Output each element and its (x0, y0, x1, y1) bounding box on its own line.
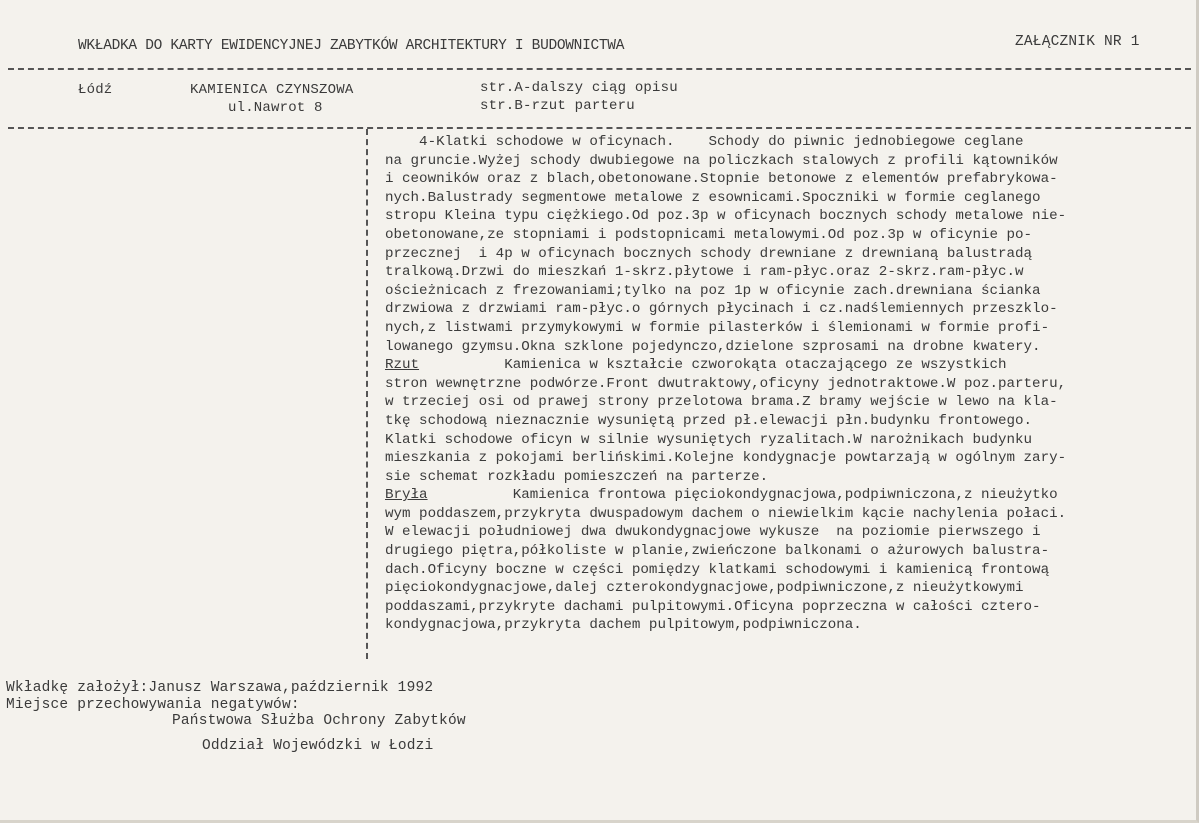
rzut-line: mieszkania z pokojami berlińskimi.Kolejne kondygnacje powtarzają w ogólnym zary- (385, 450, 1067, 467)
body-line: przecznej i 4p w oficynach bocznych schody drewniane z drewnianą balustradą (385, 245, 1033, 262)
author-line: Wkładkę założył:Janusz Warszawa,październik 1992 (6, 680, 434, 696)
page-a-note: str.A-dalszy ciąg opisu (480, 80, 678, 96)
address: ul.Nawrot 8 (228, 100, 323, 116)
rzut-line: stron wewnętrzne podwórze.Front dwutraktowy,oficyny jednotraktowe.W poz.parteru, (385, 375, 1067, 392)
attachment-label: ZAŁĄCZNIK NR 1 (1015, 34, 1140, 50)
city: Łódź (78, 82, 113, 98)
bryla-line: wym poddaszem,przykryta dwuspadowym dachem o niewielkim kącie nachylenia połaci. (385, 505, 1067, 522)
bryla-first-line (385, 486, 1190, 505)
storage-label: Miejsce przechowywania negatywów: (6, 697, 300, 713)
branch: Oddział Wojewódzki w Łodzi (202, 738, 434, 754)
bryla-line: pięciokondygnacjowe,dalej czterokondygnacjowe,podpiwniczone,z nieużytkowymi (385, 580, 1024, 597)
rzut-heading: Rzut (385, 357, 420, 374)
body-line: nych.Balustrady segmentowe metalowe z esownicami.Spoczniki w formie ceglanego (385, 189, 1041, 206)
bryla-line: W elewacji południowej dwa dwukondygnacjowe wykusze na poziomie pierwszego i (385, 524, 1041, 541)
rzut-line: Klatki schodowe oficyn w silnie wysuniętych ryzalitach.W narożnikach budynku (385, 431, 1033, 448)
body-line: lowanego gzymsu.Okna szklone pojedynczo,dzielone szprosami na drobne kwatery. (385, 338, 1041, 355)
body-line: na gruncie.Wyżej schody dwubiegowe na policzkach stalowych z profili kątowników (385, 152, 1058, 169)
bryla-line: kondygnacjowa,przykryta dachem pulpitowym,podpiwniczona. (385, 617, 862, 634)
page-b-note: str.B-rzut parteru (480, 98, 635, 114)
rzut-line: w trzeciej osi od prawej strony przelotowa brama.Z bramy wejście w lewo na kla- (385, 394, 1058, 411)
top-divider (8, 68, 1191, 70)
body-line: drzwiowa z drzwiami ram-płyc.o górnych płycinach i cz.nadślemiennych przeszklo- (385, 301, 1058, 318)
bryla-line: drugiego piętra,półkoliste w planie,zwieńczone balkonami o ażurowych balustra- (385, 543, 1050, 560)
card-title: WKŁADKA DO KARTY EWIDENCYJNEJ ZABYTKÓW ARCHITEKTURY I BUDOWNICTWA (78, 38, 625, 54)
description-body (385, 133, 1190, 635)
building-name: KAMIENICA CZYNSZOWA (190, 82, 354, 98)
bryla-line: Kamienica frontowa pięciokondygnacjowa,podpiwniczona,z nieużytko (427, 487, 1058, 504)
body-line: nych,z listwami przymykowymi w formie pilasterków i ślemionami w formie profi- (385, 319, 1050, 336)
column-divider (366, 129, 368, 659)
rzut-line: tkę schodową nieznacznie wysuniętą przed pł.elewacji płn.budynku frontowego. (385, 412, 1033, 429)
institution: Państwowa Służba Ochrony Zabytków (172, 713, 466, 729)
bryla-line: poddaszami,przykryte dachami pulpitowymi.Oficyna poprzeczna w całości cztero- (385, 598, 1041, 615)
bryla-heading: Bryła (385, 487, 428, 504)
body-line: obetonowane,ze stopniami i podstopnicami metalowymi.Od poz.3p w oficynie po- (385, 226, 1033, 243)
rzut-line: sie schemat rozkładu pomieszczeń na parterze. (385, 468, 769, 485)
body-line: tralkową.Drzwi do mieszkań 1-skrz.płytowe i ram-płyc.oraz 2-skrz.ram-płyc.w (385, 264, 1024, 281)
body-line: i ceowników oraz z blach,obetonowane.Stopnie betonowe z elementów prefabrykowa- (385, 171, 1058, 188)
bryla-line: dach.Oficyny boczne w części pomiędzy klatkami schodowymi i kamienicą frontową (385, 561, 1050, 578)
body-line: 4-Klatki schodowe w oficynach. Schody do piwnic jednobiegowe ceglane (385, 134, 1024, 150)
rzut-line: Kamienica w kształcie czworokąta otaczającego ze wszystkich (419, 357, 1007, 374)
rzut-first-line (385, 356, 1190, 375)
info-divider (8, 127, 1191, 129)
body-line: stropu Kleina typu ciężkiego.Od poz.3p w oficynach bocznych schody metalowe nie- (385, 208, 1067, 225)
body-line: ościeżnicach z frezowaniami;tylko na poz 1p w oficynie zach.drewniana ścianka (385, 282, 1041, 299)
